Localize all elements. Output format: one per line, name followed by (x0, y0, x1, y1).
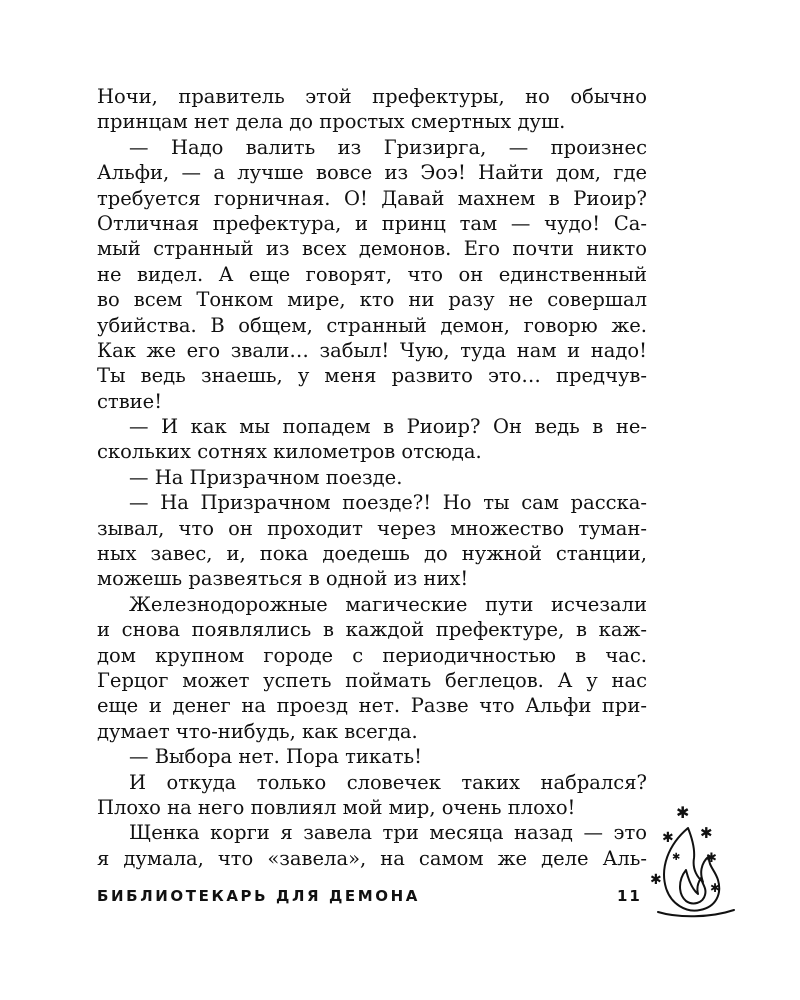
text-line: — На Призрачном поезде. (129, 465, 403, 489)
text-line: — На Призрачном поезде?! Но ты сам расска- (129, 491, 647, 515)
body-text (97, 84, 647, 871)
text-line: ных завес, и, пока доедешь до нужной станции, (97, 542, 647, 566)
svg-text:✱: ✱ (662, 830, 674, 846)
text-line: Альфи, — а лучше вовсе из Эоэ! Найти дом, где (97, 161, 647, 185)
text-line: Отличная префектура, и принц там — чудо! Са- (97, 211, 647, 235)
text-line: думает что-нибудь, как всегда. (97, 719, 418, 743)
text-line: требуется горничная. О! Давай махнем в Риоир? (97, 186, 647, 210)
svg-text:✱: ✱ (700, 824, 713, 842)
text-line: мый странный из всех демонов. Его почти никто (97, 237, 647, 261)
running-footer-title: БИБЛИОТЕКАРЬ ДЛЯ ДЕМОНА (97, 887, 421, 905)
text-line: дом крупном городе с периодичностью в час. (97, 643, 647, 667)
text-line: — Надо валить из Гризирга, — произнес (129, 135, 647, 159)
text-line: Ночи, правитель этой префектуры, но обычно (97, 85, 647, 108)
flame-with-stars-icon (648, 800, 743, 925)
text-line: Герцог может успеть поймать беглецов. А у нас (97, 668, 647, 692)
text-line: я думала, что «завела», на самом же деле Аль- (97, 846, 647, 870)
text-line: еще и денег на проезд нет. Разве что Альфи при- (97, 694, 647, 718)
text-line: Железнодорожные магические пути исчезали (129, 592, 647, 616)
text-line: Плохо на него повлиял мой мир, очень плохо! (97, 795, 576, 819)
text-line: во всем Тонком мире, кто ни разу не совершал (97, 288, 647, 312)
text-line: зывал, что он проходит через множество туман- (97, 516, 647, 540)
svg-text:✱: ✱ (710, 881, 721, 895)
page-number: 11 (617, 887, 642, 905)
text-line: ствие! (97, 389, 163, 413)
svg-text:✱: ✱ (650, 872, 662, 888)
text-line: Щенка корги я завела три месяца назад — это (129, 821, 647, 845)
text-line: принцам нет дела до простых смертных душ. (97, 110, 566, 134)
svg-text:✱: ✱ (706, 851, 717, 866)
text-line: не видел. А еще говорят, что он единственный (97, 262, 647, 286)
text-line: — Выбора нет. Пора тикать! (129, 745, 422, 769)
text-line: И откуда только словечек таких набрался? (129, 770, 647, 794)
svg-text:✱: ✱ (676, 803, 690, 822)
text-line: — И как мы попадем в Риоир? Он ведь в не- (129, 415, 647, 439)
text-line: Ты ведь знаешь, у меня развито это… предчув- (97, 364, 647, 388)
text-line: Как же его звали… забыл! Чую, туда нам и надо! (97, 338, 647, 362)
text-line: можешь развеяться в одной из них! (97, 567, 469, 591)
svg-text:✱: ✱ (672, 852, 681, 863)
text-line: убийства. В общем, странный демон, говорю же. (97, 313, 647, 337)
text-line: и снова появлялись в каждой префектуре, в каж- (97, 618, 647, 642)
text-line: скольких сотнях километров отсюда. (97, 440, 482, 464)
